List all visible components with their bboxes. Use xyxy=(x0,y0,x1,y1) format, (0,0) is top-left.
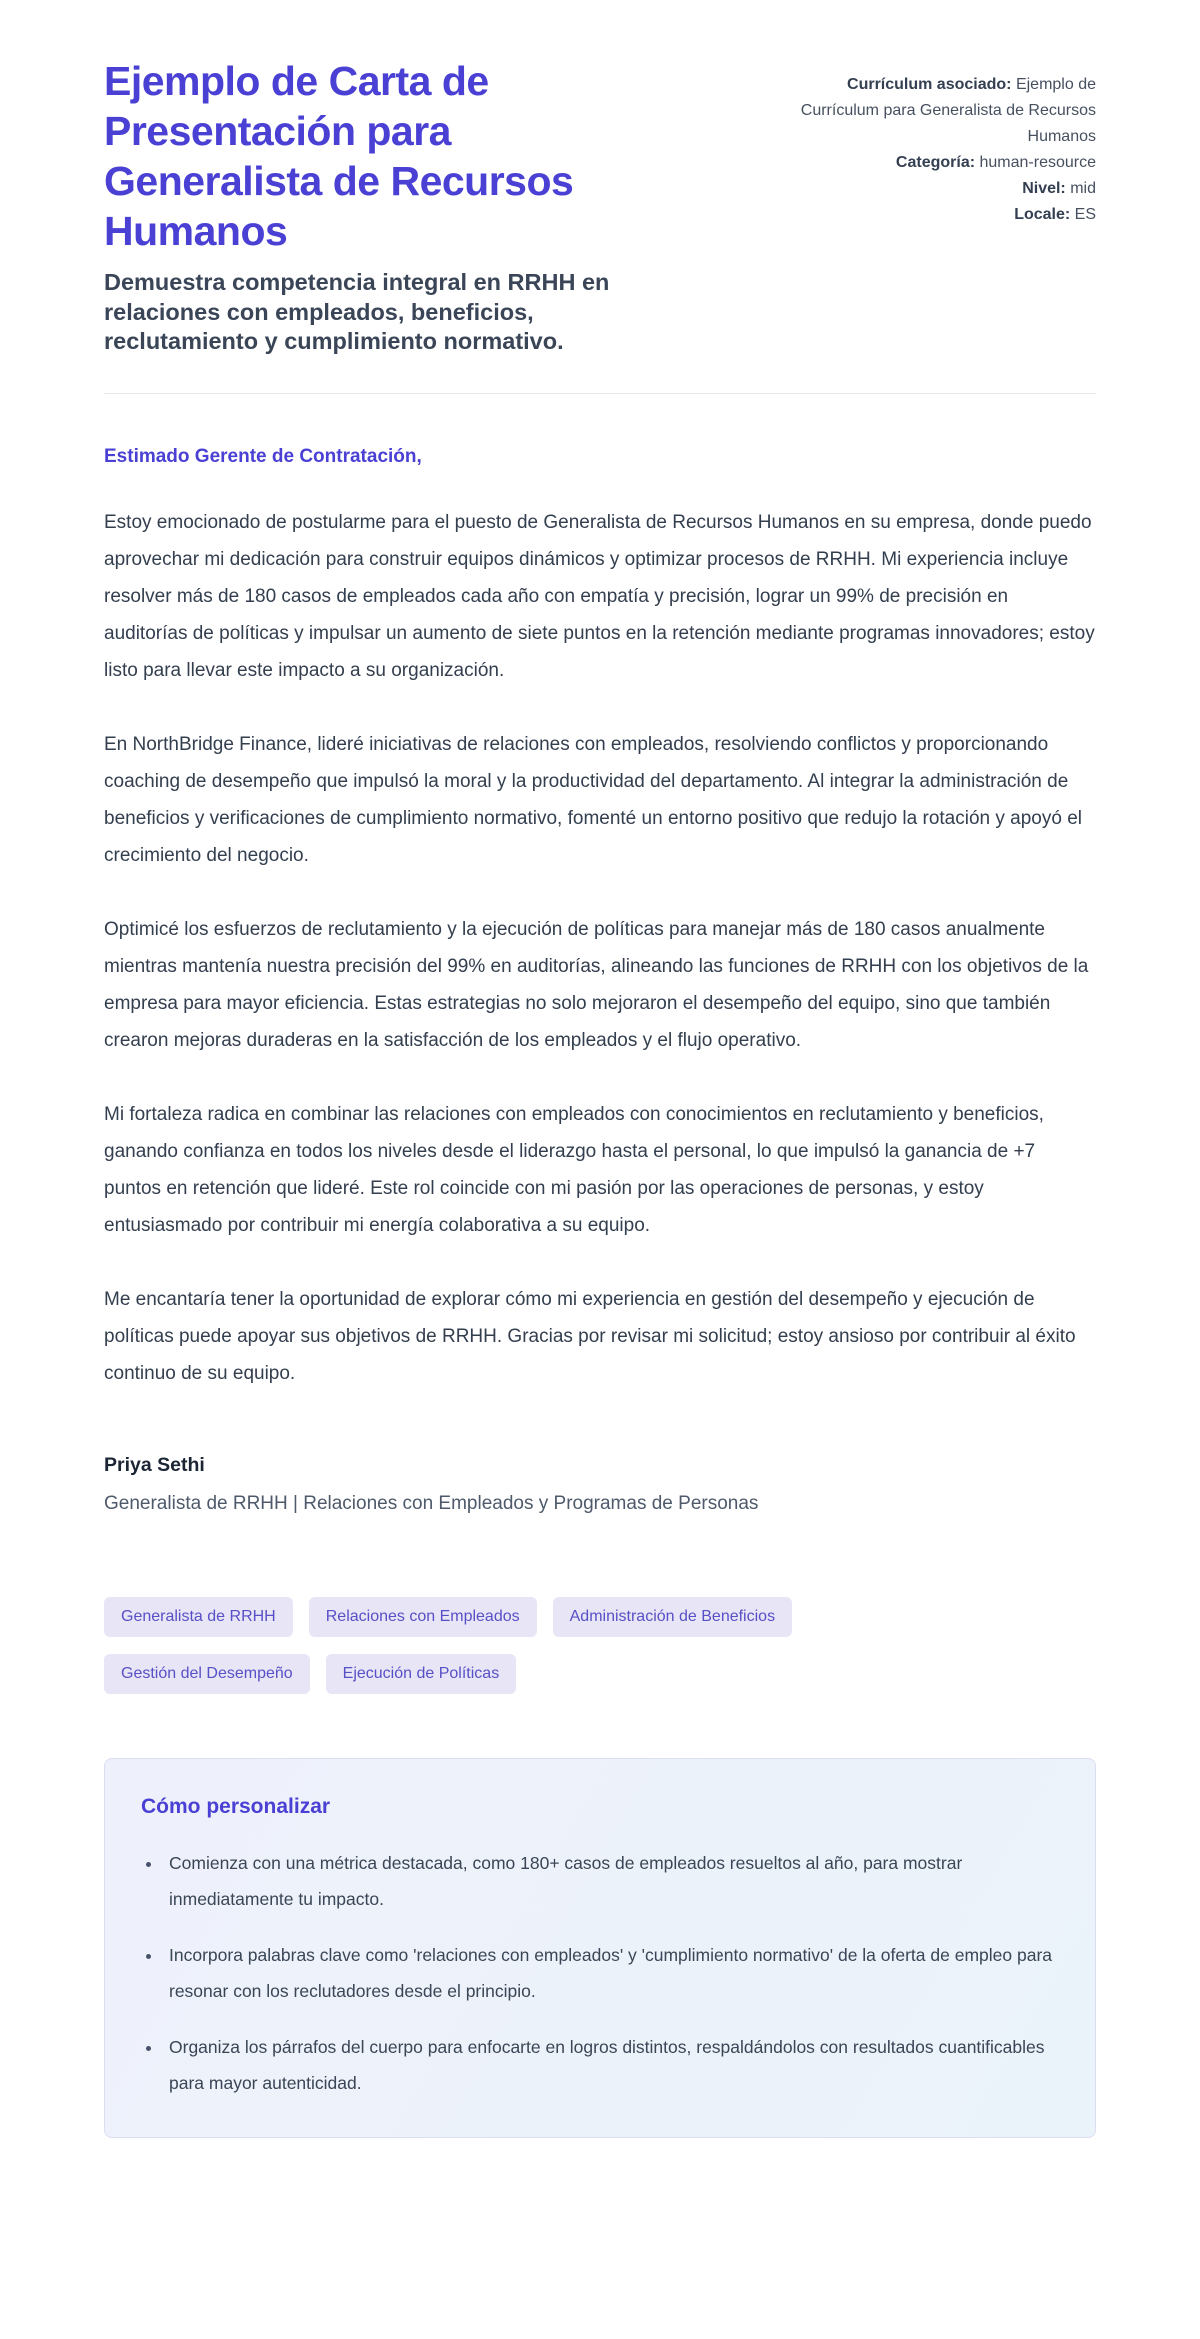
letter-paragraph: En NorthBridge Finance, lideré iniciativas de relaciones con empleados, resolviendo conflictos y proporcionando coaching de desempeño que impulsó la moral y la productividad del departamento. Al integrar la administración de beneficios y verificaciones de cumplimiento normativo, fomenté un entorno positivo que redujo la rotación y apoyó el crecimiento del negocio. xyxy=(104,733,1082,866)
page-title: Ejemplo de Carta de Presentación para Generalista de Recursos Humanos xyxy=(104,58,574,255)
meta-item xyxy=(784,176,1096,202)
signature-role: Generalista de RRHH | Relaciones con Empleados y Programas de Personas xyxy=(104,1492,759,1514)
meta-item xyxy=(784,202,1096,228)
letter-paragraph: Estoy emocionado de postularme para el puesto de Generalista de Recursos Humanos en su empresa, donde puedo aprovechar mi dedicación para construir equipos dinámicos y optimizar procesos de RRHH. Mi experiencia incluye resolver más de 180 casos de empleados cada año con empatía y precisión, lograr un 99% de precisión en auditorías de políticas y impulsar un aumento de siete puntos en la retención mediante programas innovadores; estoy listo para llevar este impacto a su organización. xyxy=(104,511,1095,681)
tag-chip: Generalista de RRHH xyxy=(104,1597,293,1637)
letter-body xyxy=(104,446,1096,1515)
letter-paragraph: Me encantaría tener la oportunidad de explorar cómo mi experiencia en gestión del desempeño y ejecución de políticas puede apoyar sus objetivos de RRHH. Gracias por revisar mi solicitud; estoy ansioso por contribuir al éxito continuo de su equipo. xyxy=(104,1288,1076,1384)
tag-chip: Gestión del Desempeño xyxy=(104,1654,310,1694)
letter-paragraphs xyxy=(104,504,1096,1392)
page-subtitle: Demuestra competencia integral en RRHH en relaciones con empleados, beneficios, reclutamiento y cumplimiento normativo. xyxy=(104,269,610,355)
meta-value: human-resource xyxy=(979,153,1096,171)
tip-item: • Incorpora palabras clave como 'relaciones con empleados' y 'cumplimiento normativo' de la oferta de empleo para resonar con los reclutadores desde el principio. xyxy=(163,1937,1059,2009)
tips-box xyxy=(104,1758,1096,2138)
meta-item xyxy=(784,72,1096,150)
meta-label: Categoría: xyxy=(895,153,976,171)
meta-item xyxy=(784,150,1096,176)
meta-value: mid xyxy=(1070,179,1096,197)
tag-chip: Administración de Beneficios xyxy=(553,1597,792,1637)
page-container xyxy=(104,0,1096,2208)
meta-value: ES xyxy=(1074,205,1096,223)
letter-paragraph: Optimicé los esfuerzos de reclutamiento y la ejecución de políticas para manejar más de 180 casos anualmente mientras mantenía nuestra precisión del 99% en auditorías, alineando las funciones de RRHH con los objetivos de la empresa para mayor eficiencia. Estas estrategias no solo mejoraron el desempeño del equipo, sino que también crearon mejoras duraderas en la satisfacción de los empleados y el flujo operativo. xyxy=(104,918,1089,1051)
meta-label: Locale: xyxy=(1014,205,1071,223)
tag-chip: Relaciones con Empleados xyxy=(309,1597,537,1637)
section-divider xyxy=(104,393,1096,394)
tag-chip: Ejecución de Políticas xyxy=(326,1654,517,1694)
meta-label: Nivel: xyxy=(1022,179,1066,197)
meta-value: Ejemplo de Currículum para Generalista de Recursos Humanos xyxy=(800,76,1096,145)
signature-name: Priya Sethi xyxy=(104,1453,205,1476)
header-titles xyxy=(104,56,669,357)
tip-item: • Organiza los párrafos del cuerpo para enfocarte en logros distintos, respaldándolos con resultados cuantificables para mayor autenticidad. xyxy=(163,2029,1059,2101)
letter-greeting: Estimado Gerente de Contratación, xyxy=(104,445,422,467)
tag-list xyxy=(104,1597,849,1694)
tips-title: Cómo personalizar xyxy=(141,1794,331,1818)
meta-label: Currículum asociado: xyxy=(847,76,1012,93)
header xyxy=(104,56,1096,357)
meta-panel xyxy=(784,56,1096,227)
tips-list xyxy=(141,1845,1059,2101)
letter-paragraph: Mi fortaleza radica en combinar las relaciones con empleados con conocimientos en reclutamiento y beneficios, ganando confianza en todos los niveles desde el liderazgo hasta el personal, lo que impulsó la ganancia de +7 puntos en retención que lideré. Este rol coincide con mi pasión por las operaciones de personas, y estoy entusiasmado por contribuir mi energía colaborativa a su equipo. xyxy=(104,1103,1044,1236)
tip-item: • Comienza con una métrica destacada, como 180+ casos de empleados resueltos al año, para mostrar inmediatamente tu impacto. xyxy=(163,1845,1059,1917)
